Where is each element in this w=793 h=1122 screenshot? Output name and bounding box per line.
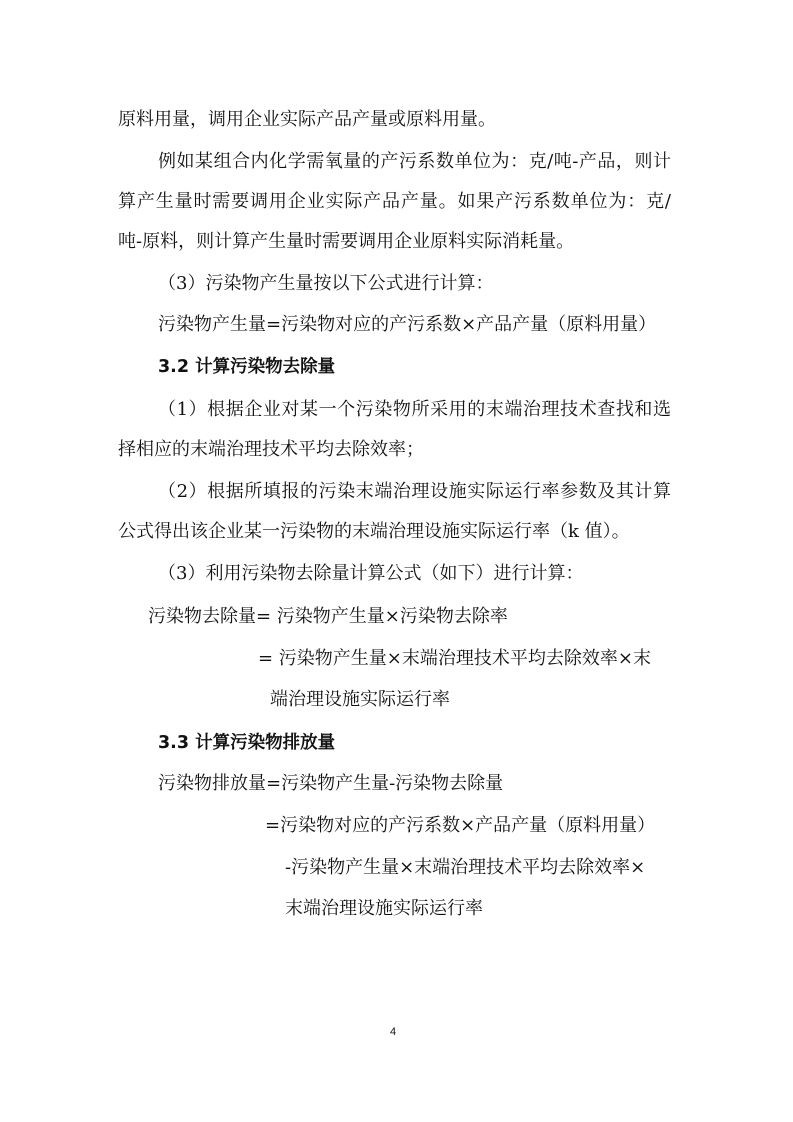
paragraph-line: 择相应的末端治理技术平均去除效率；	[118, 439, 424, 460]
formula-line: -污染物产生量×末端治理技术平均去除效率×	[285, 857, 646, 878]
paragraph-line: 公式得出该企业某一污染物的末端治理设施实际运行率（k 值）。	[118, 521, 630, 542]
paragraph-line: （3）利用污染物去除量计算公式（如下）进行计算：	[158, 563, 584, 584]
formula-line: =污染物对应的产污系数×产品产量（原料用量）	[265, 815, 656, 836]
section-heading-3-2: 3.2 计算污染物去除量	[158, 357, 336, 377]
paragraph-line: 例如某组合内化学需氧量的产污系数单位为：克/吨-产品，则计	[158, 151, 671, 172]
paragraph-line: （3）污染物产生量按以下公式进行计算：	[158, 273, 494, 294]
paragraph-line: （1）根据企业对某一个污染物所采用的末端治理技术查找和选	[158, 399, 671, 420]
paragraph-line: 原料用量，调用企业实际产品产量或原料用量。	[118, 109, 496, 130]
formula-line: 端治理设施实际运行率	[270, 689, 450, 710]
formula-line: 污染物去除量= 污染物产生量×污染物去除率	[148, 606, 508, 627]
formula-line: = 污染物产生量×末端治理技术平均去除效率×末	[258, 648, 651, 669]
formula-line: 污染物产生量=污染物对应的产污系数×产品产量（原料用量）	[158, 314, 657, 335]
page-number: 4	[390, 1026, 397, 1038]
formula-line: 末端治理设施实际运行率	[285, 898, 483, 919]
paragraph-line: 吨-原料，则计算产生量时需要调用企业原料实际消耗量。	[118, 231, 575, 252]
section-heading-3-3: 3.3 计算污染物排放量	[158, 733, 336, 753]
paragraph-line: （2）根据所填报的污染末端治理设施实际运行率参数及其计算	[158, 481, 671, 502]
formula-line: 污染物排放量=污染物产生量-污染物去除量	[158, 773, 504, 794]
paragraph-line: 算产生量时需要调用企业实际产品产量。如果产污系数单位为：克/	[118, 191, 671, 212]
